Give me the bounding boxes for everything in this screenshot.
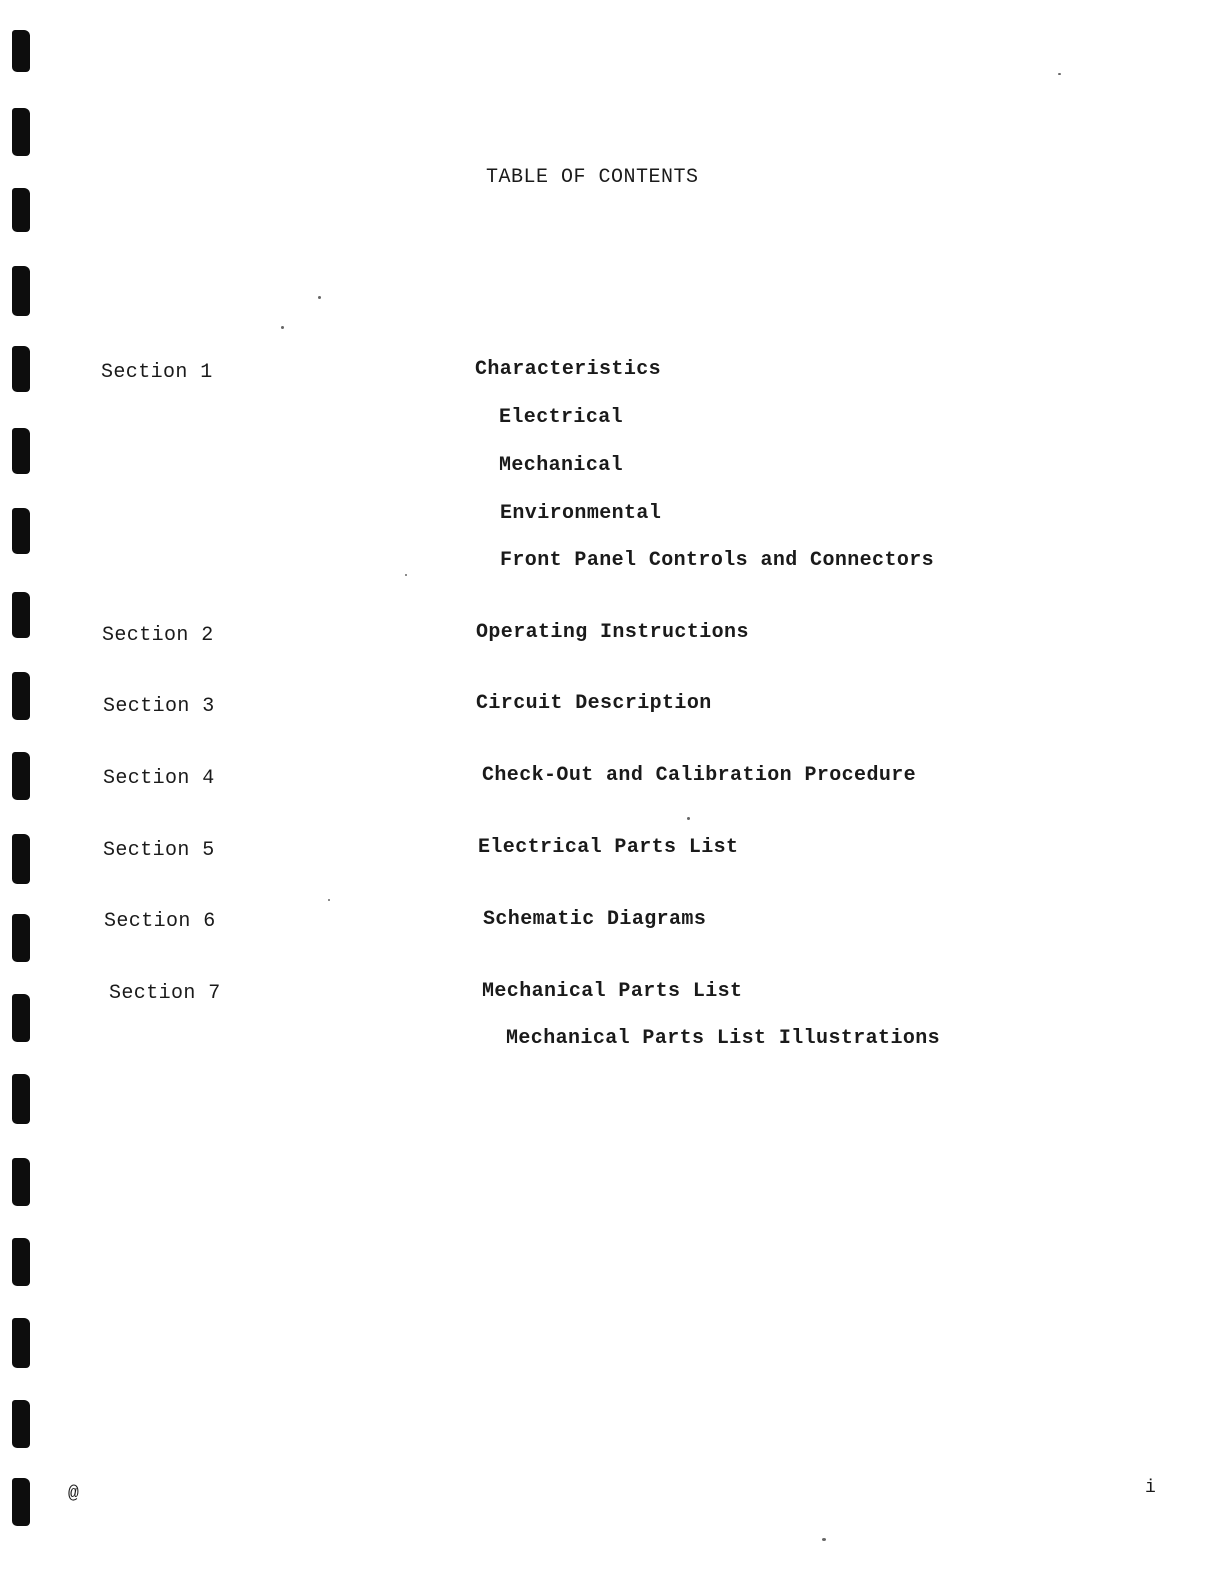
binding-hole bbox=[12, 672, 30, 720]
binding-holes bbox=[0, 0, 40, 1574]
binding-hole bbox=[12, 834, 30, 884]
binding-hole bbox=[12, 1318, 30, 1368]
binding-hole bbox=[12, 914, 30, 962]
binding-hole bbox=[12, 266, 30, 316]
scan-speck bbox=[1058, 73, 1061, 75]
binding-hole bbox=[12, 1238, 30, 1286]
toc-entry: Circuit Description bbox=[476, 692, 712, 715]
binding-hole bbox=[12, 30, 30, 72]
toc-subentry: Mechanical Parts List Illustrations bbox=[506, 1027, 941, 1050]
toc-subentry: Environmental bbox=[500, 502, 662, 525]
scan-speck bbox=[318, 296, 321, 299]
scan-speck bbox=[281, 326, 284, 329]
binding-hole bbox=[12, 1400, 30, 1448]
scan-speck bbox=[328, 899, 330, 901]
scan-speck bbox=[822, 1538, 826, 1541]
section-label: Section 7 bbox=[109, 982, 221, 1005]
binding-hole bbox=[12, 346, 30, 392]
section-label: Section 5 bbox=[103, 839, 215, 862]
section-label: Section 1 bbox=[101, 361, 213, 384]
toc-entry: Mechanical Parts List bbox=[482, 980, 743, 1003]
toc-entry: Electrical Parts List bbox=[478, 836, 739, 859]
scan-speck bbox=[405, 574, 407, 576]
toc-entry: Characteristics bbox=[475, 358, 662, 381]
toc-subentry: Electrical bbox=[499, 406, 624, 429]
binding-hole bbox=[12, 188, 30, 232]
binding-hole bbox=[12, 1478, 30, 1526]
binding-hole bbox=[12, 994, 30, 1042]
section-label: Section 3 bbox=[103, 695, 215, 718]
toc-subentry: Mechanical bbox=[499, 454, 624, 477]
page-title: TABLE OF CONTENTS bbox=[486, 166, 699, 189]
footer-mark: @ bbox=[68, 1484, 79, 1504]
binding-hole bbox=[12, 752, 30, 800]
section-label: Section 2 bbox=[102, 624, 214, 647]
section-label: Section 6 bbox=[104, 910, 216, 933]
binding-hole bbox=[12, 428, 30, 474]
binding-hole bbox=[12, 1158, 30, 1206]
toc-subentry: Front Panel Controls and Connectors bbox=[500, 549, 935, 572]
binding-hole bbox=[12, 592, 30, 638]
page-number: i bbox=[1145, 1478, 1156, 1498]
toc-entry: Operating Instructions bbox=[476, 621, 749, 644]
section-label: Section 4 bbox=[103, 767, 215, 790]
binding-hole bbox=[12, 108, 30, 156]
scan-speck bbox=[687, 817, 690, 820]
binding-hole bbox=[12, 508, 30, 554]
toc-entry: Check-Out and Calibration Procedure bbox=[482, 764, 917, 787]
toc-entry: Schematic Diagrams bbox=[483, 908, 707, 931]
binding-hole bbox=[12, 1074, 30, 1124]
